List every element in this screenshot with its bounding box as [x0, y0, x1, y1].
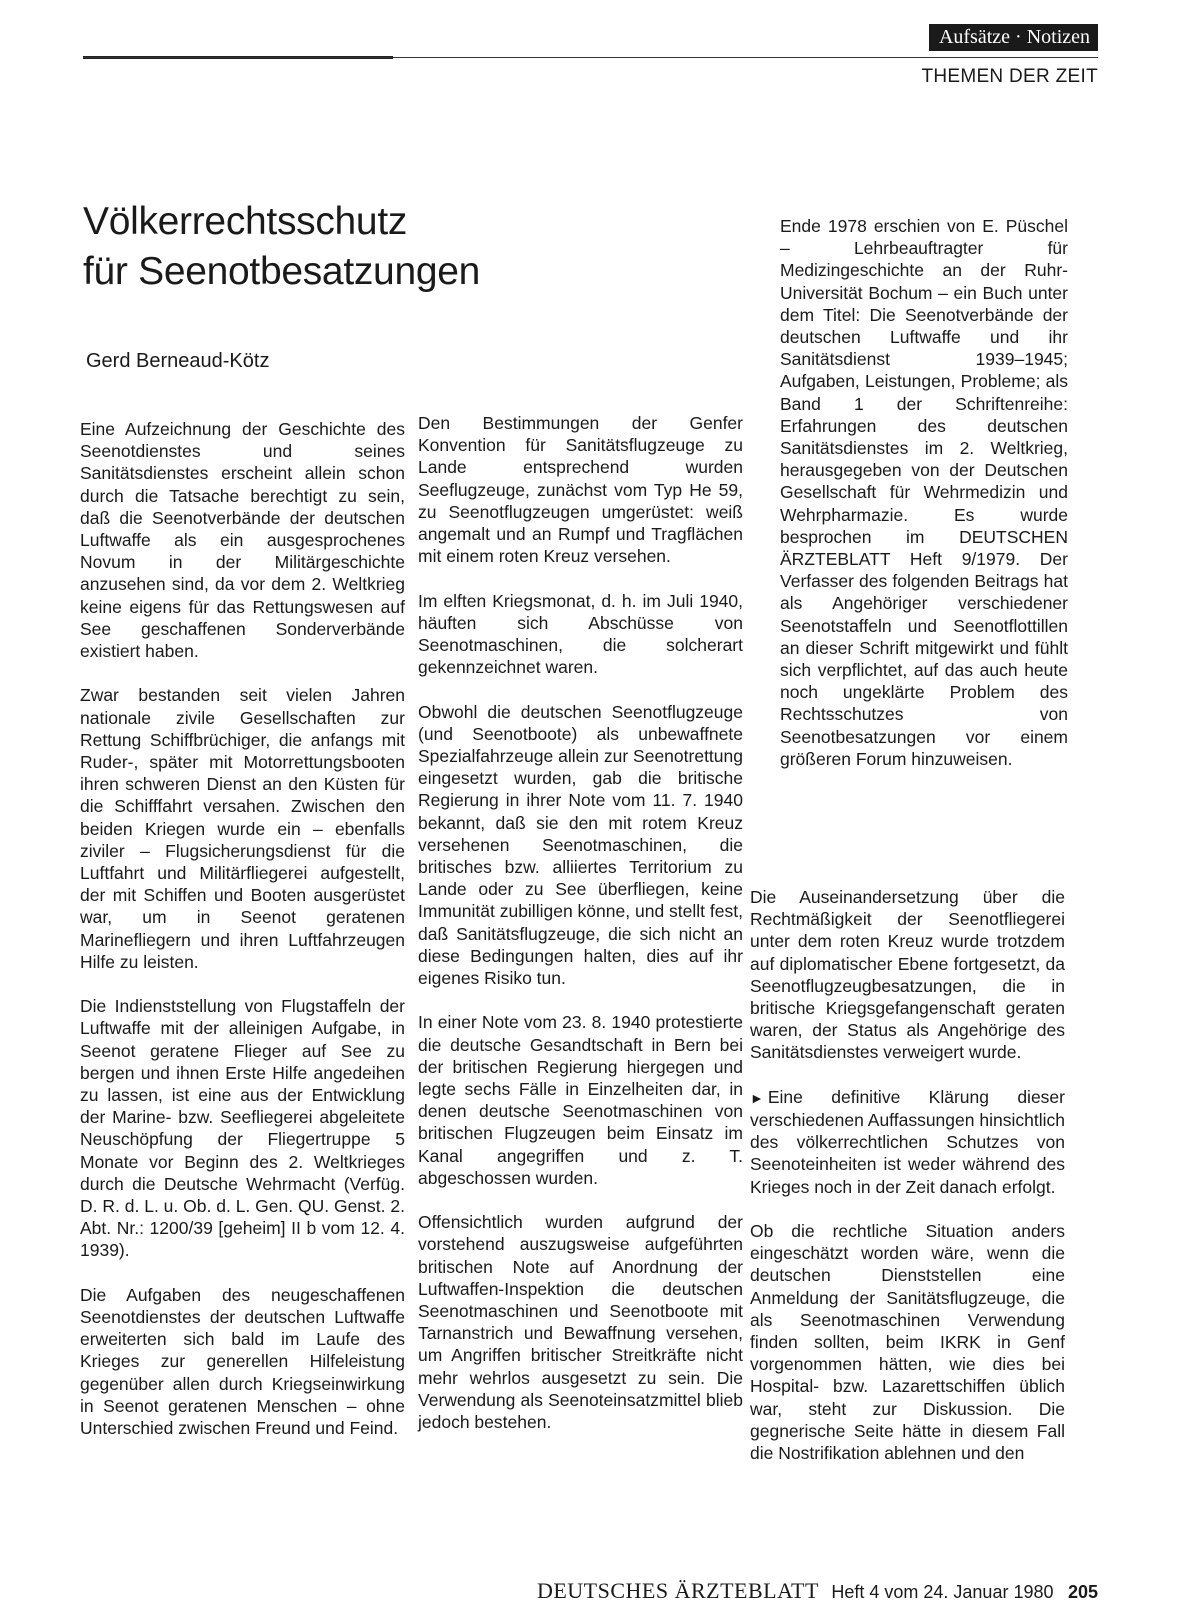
paragraph: In einer Note vom 23. 8. 1940 protestierte die deutsche Gesandtschaft in Bern bei der britischen Regierung hiergegen und legte sechs Fälle in Einzelheiten dar, in denen deutsche Seenotmaschinen von britischen Flugzeugen beim Einsatz im Kanal angegriffen und z. T. abgeschossen wurden.	[418, 1012, 743, 1188]
paragraph-text: Eine definitive Klärung dieser verschiedenen Auffassungen hinsichtlich des völkerrechtlichen Schutzes von Seenoteinheiten ist weder während des Krieges noch in der Zeit danach erfolgt.	[750, 1086, 1065, 1197]
text-column-3	[750, 886, 1065, 1464]
paragraph: Im elften Kriegsmonat, d. h. im Juli 1940, häuften sich Abschüsse von Seenotmaschinen, die solcherart gekennzeichnet waren.	[418, 590, 743, 678]
article-title-line-2: für Seenotbesatzungen	[83, 250, 481, 293]
paragraph: Den Bestimmungen der Genfer Konvention für Sanitätsflugzeuge zu Lande entsprechend wurden Seeflugzeuge, zunächst vom Typ He 59, zu Seenotflugzeugen umgerüstet: weiß angemalt und an Rumpf und Tragflächen mit einem roten Kreuz versehen.	[418, 413, 743, 567]
page-footer	[537, 1578, 1098, 1604]
intro-note	[780, 215, 1068, 770]
article-author: Gerd Berneaud-Kötz	[86, 350, 270, 372]
paragraph: Die Aufgaben des neugeschaffenen Seenotdienstes der deutschen Luftwaffe erweiterten sich bald im Laufe des Krieges zur generellen Hilfeleistung gegenüber allen durch Kriegseinwirkung in Seenot geratenen Menschen – ohne Unterschied zwischen Freund und Feind.	[80, 1284, 405, 1439]
article-title-line-1: Völkerrechtsschutz	[83, 200, 408, 243]
journal-name: DEUTSCHES ÄRZTEBLATT	[536, 1578, 819, 1603]
paragraph: Ob die rechtliche Situation anders eingeschätzt worden wäre, wenn die deutschen Dienststellen eine Anmeldung der Sanitätsflugzeuge, die als Seenotmaschinen Verwendung finden sollten, beim IKRK in Genf vorgenommen hätten, wie dies bei Hospital- bzw. Lazarettschiffen üblich war, steht zur Diskussion. Die gegnerische Seite hätte in diesem Fall die Nostrifikation ablehnen und den	[750, 1221, 1065, 1464]
section-label: THEMEN DER ZEIT	[921, 66, 1098, 87]
paragraph: Obwohl die deutschen Seenotflugzeuge (und Seenotboote) als unbewaffnete Spezialfahrzeuge allein zur Seenotrettung eingesetzt wurden, gab die britische Regierung in ihrer Note vom 11. 7. 1940 bekannt, daß sie den mit rotem Kreuz versehenen Seenotmaschinen, die britisches bzw. alliiertes Territorium zu Lande oder zu See überfliegen, keine Immunität zubilligen könne, und stellt fest, daß Sanitätsflugzeuge, die sich nicht an diese Bedingungen halten, dies auf ihr eigenes Risiko tun.	[418, 701, 743, 989]
paragraph: Offensichtlich wurden aufgrund der vorstehend auszugsweise aufgeführten britischen Note auf Anordnung der Luftwaffen-Inspektion die deutschen Seenotmaschinen und Seenotboote mit Tarnanstrich und Bewaffnung versehen, um Angriffen britischer Streitkräfte nicht mehr wehrlos ausgesetzt zu sein. Die Verwendung als Seenoteinsatzmittel blieb jedoch bestehen.	[418, 1212, 743, 1433]
intro-paragraph: Ende 1978 erschien von E. Püschel – Lehrbeauftragter für Medizingeschichte an der Ruhr-Universität Bochum – ein Buch unter dem Titel: Die Seenotverbände der deutschen Luftwaffe und ihr Sanitätsdienst 1939–1945; Aufgaben, Leistungen, Probleme; als Band 1 der Schriftenreihe: Erfahrungen des deutschen Sanitätsdienstes im 2. Weltkrieg, herausgegeben von der Deutschen Gesellschaft für Wehrmedizin und Wehrpharmazie. Es wurde besprochen im DEUTSCHEN ÄRZTEBLATT Heft 9/1979. Der Verfasser des folgenden Beitrags hat als Angehöriger verschiedener Seenotstaffeln und Seenotflottillen an dieser Schrift mitgewirkt und fühlt sich verpflichtet, auf das auch heute noch ungeklärte Problem des Rechtsschutzes von Seenotbesatzungen vor einem größeren Forum hinzuweisen.	[780, 216, 1068, 769]
header-rule	[83, 57, 1098, 58]
text-column-1	[80, 418, 405, 1439]
text-column-2	[418, 412, 743, 1433]
paragraph	[750, 1086, 1065, 1198]
page-number: 205	[1067, 1582, 1098, 1602]
paragraph: Eine Aufzeichnung der Geschichte des Seenotdienstes und seines Sanitätsdienstes erscheint allein schon durch die Tatsache berechtigt zu sein, daß die Seenotverbände der deutschen Luftwaffe als ein ausgesprochenes Novum in der Militärgeschichte anzusehen sind, da vor dem 2. Weltkrieg keine eigens für das Rettungswesen auf See geschaffenen Sonderverbände existiert haben.	[80, 419, 405, 662]
article-title	[83, 197, 643, 297]
paragraph: Die Indienststellung von Flugstaffeln der Luftwaffe mit der alleinigen Aufgabe, in Seenot geratene Flieger auf See zu bergen und ihnen Erste Hilfe angedeihen zu lassen, ist eine aus der Entwicklung der Marine- bzw. Seefliegerei abgeleitete Neuschöpfung der Fliegertruppe 5 Monate vor Beginn des 2. Weltkrieges durch die Deutsche Wehrmacht (Verfüg. D. R. d. L. u. Ob. d. L. Gen. QU. Genst. 2. Abt. Nr.: 1200/39 [geheim] II b vom 12. 4. 1939).	[80, 996, 405, 1261]
arrow-marker-icon: ►	[750, 1089, 764, 1106]
rubric-label: Aufsätze · Notizen	[929, 24, 1098, 51]
paragraph: Zwar bestanden seit vielen Jahren nationale zivile Gesellschaften zur Rettung Schiffbrüchiger, die anfangs mit Ruder-, später mit Motorrettungsbooten ihren schweren Dienst an den Küsten für die Schifffahrt versahen. Zwischen den beiden Kriegen wurde ein – ebenfalls ziviler – Flugsicherungsdienst für die Luftfahrt und Militärfliegerei aufgestellt, der mit Schiffen und Booten ausgerüstet war, um in Seenot geratenen Marinefliegern und ihren Luftfahrzeugen Hilfe zu leisten.	[80, 685, 405, 972]
issue-info: Heft 4 vom 24. Januar 1980	[831, 1582, 1054, 1602]
paragraph: Die Auseinandersetzung über die Rechtmäßigkeit der Seenotfliegerei unter dem roten Kreuz wurde trotzdem auf diplomatischer Ebene fortgesetzt, da Seenotflugzeugbesatzungen, die in britische Kriegsgefangenschaft geraten waren, der Status als Angehörige des Sanitätsdienstes verweigert wurde.	[750, 887, 1065, 1063]
